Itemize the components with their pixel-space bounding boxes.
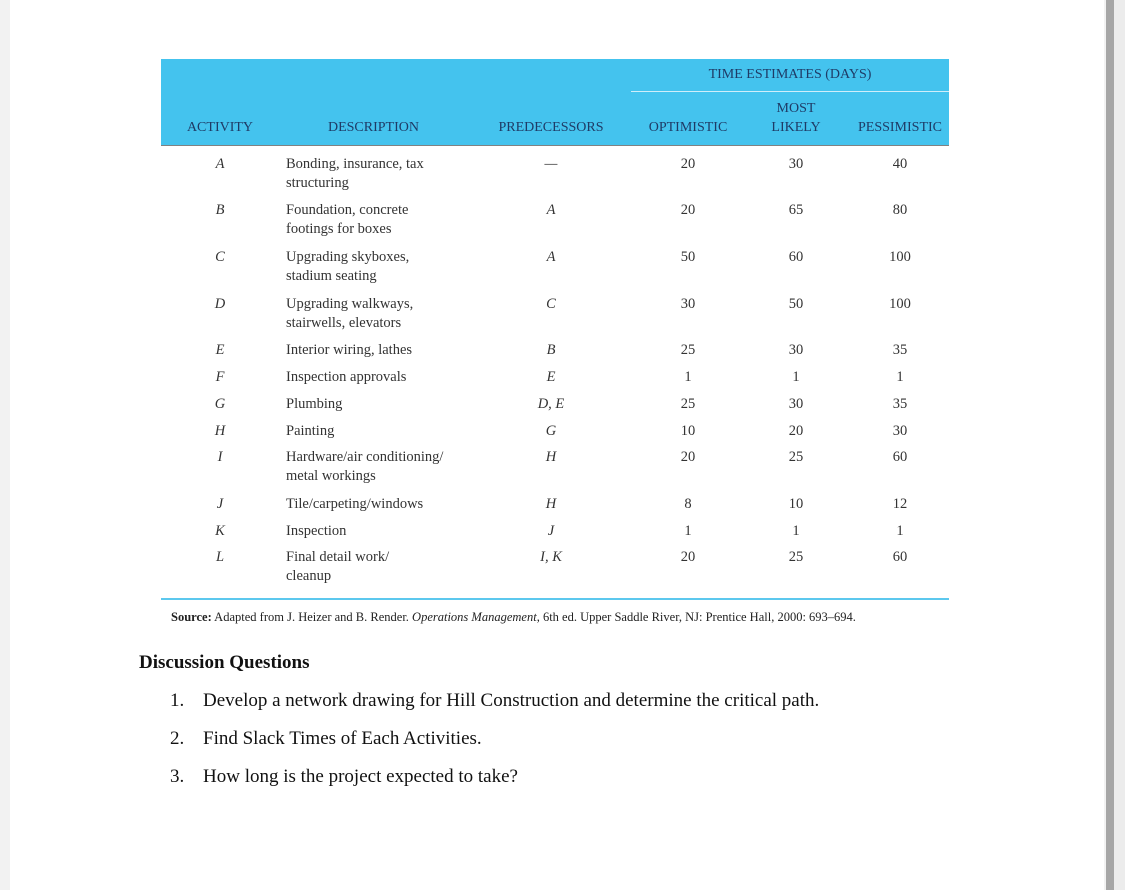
col-pessimistic: PESSIMISTIC	[857, 120, 943, 135]
cell-most-likely: 1	[792, 523, 800, 539]
cell-pessimistic: 35	[892, 342, 908, 358]
table-row	[161, 422, 949, 448]
cell-description	[286, 155, 486, 193]
cell-description	[286, 201, 486, 239]
cell-description	[286, 422, 486, 441]
cell-pessimistic: 100	[889, 249, 911, 265]
discussion-title: Discussion Questions	[139, 652, 310, 673]
cell-optimistic: 1	[684, 523, 692, 539]
cell-predecessors: D, E	[537, 396, 565, 412]
cell-predecessors: A	[546, 202, 556, 218]
cell-pessimistic: 100	[889, 296, 911, 312]
cell-most-likely: 1	[792, 369, 800, 385]
cell-predecessors: B	[546, 342, 556, 358]
cell-most-likely: 65	[788, 202, 804, 218]
description-line-1: Final detail work/	[286, 549, 390, 565]
source-note	[171, 610, 856, 625]
cell-description	[286, 341, 486, 360]
description-line-2: metal workings	[286, 468, 376, 484]
cell-pessimistic: 60	[892, 549, 908, 565]
source-text-1: Adapted from J. Heizer and B. Render.	[211, 610, 413, 624]
cell-most-likely: 20	[788, 423, 804, 439]
cell-activity: B	[215, 202, 225, 218]
cell-pessimistic: 40	[892, 156, 908, 172]
description-line-1: Interior wiring, lathes	[286, 342, 413, 358]
table-row	[161, 341, 949, 368]
cell-most-likely: 60	[788, 249, 804, 265]
table-row	[161, 248, 949, 295]
question-1	[170, 690, 819, 712]
table-header	[161, 59, 949, 145]
cell-activity: H	[214, 423, 226, 439]
question-2	[170, 728, 482, 750]
table-row	[161, 295, 949, 341]
cell-optimistic: 50	[680, 249, 696, 265]
time-estimates-table	[161, 59, 949, 598]
table-bottom-rule	[161, 598, 949, 600]
cell-optimistic: 30	[680, 296, 696, 312]
question-number: 2.	[170, 728, 185, 749]
cell-description	[286, 522, 486, 541]
cell-optimistic: 20	[680, 156, 696, 172]
cell-optimistic: 1	[684, 369, 692, 385]
description-line-2: cleanup	[286, 568, 332, 584]
cell-most-likely: 25	[788, 549, 804, 565]
description-line-1: Inspection	[286, 523, 347, 539]
cell-pessimistic: 35	[892, 396, 908, 412]
cell-activity: F	[215, 369, 225, 385]
question-number: 1.	[170, 690, 185, 711]
cell-optimistic: 25	[680, 342, 696, 358]
cell-description	[286, 495, 486, 514]
col-most-likely-bottom: LIKELY	[771, 120, 821, 135]
cell-description	[286, 295, 486, 333]
cell-most-likely: 30	[788, 342, 804, 358]
cell-most-likely: 50	[788, 296, 804, 312]
description-line-1: Plumbing	[286, 396, 343, 412]
col-optimistic: OPTIMISTIC	[648, 120, 728, 135]
cell-pessimistic: 1	[896, 369, 904, 385]
table-row	[161, 395, 949, 422]
cell-predecessors: J	[547, 523, 555, 539]
table-row	[161, 548, 949, 598]
cell-most-likely: 10	[788, 496, 804, 512]
question-number: 3.	[170, 766, 185, 787]
cell-optimistic: 8	[684, 496, 692, 512]
cell-predecessors: H	[545, 496, 557, 512]
cell-description	[286, 395, 486, 414]
cell-optimistic: 20	[680, 202, 696, 218]
cell-predecessors: E	[546, 369, 556, 385]
description-line-1: Tile/carpeting/windows	[286, 496, 424, 512]
description-line-2: structuring	[286, 175, 349, 191]
cell-most-likely: 30	[788, 396, 804, 412]
window-edge	[1114, 0, 1125, 890]
cell-activity: A	[215, 156, 225, 172]
col-activity: ACTIVITY	[186, 120, 254, 135]
cell-activity: I	[217, 449, 223, 465]
cell-pessimistic: 1	[896, 523, 904, 539]
description-line-2: stairwells, elevators	[286, 315, 402, 331]
cell-description	[286, 448, 486, 486]
question-text: Develop a network drawing for Hill Construction and determine the critical path.	[203, 690, 820, 711]
description-line-1: Upgrading walkways,	[286, 296, 414, 312]
description-line-1: Foundation, concrete	[286, 202, 409, 218]
description-line-1: Upgrading skyboxes,	[286, 249, 410, 265]
question-text: Find Slack Times of Each Activities.	[203, 728, 482, 749]
cell-predecessors: A	[546, 249, 556, 265]
table-row	[161, 522, 949, 548]
col-predecessors: PREDECESSORS	[498, 120, 604, 135]
description-line-1: Painting	[286, 423, 335, 439]
cell-description	[286, 248, 486, 286]
table-row	[161, 495, 949, 522]
table-row	[161, 448, 949, 495]
question-text: How long is the project expected to take?	[203, 766, 518, 787]
cell-activity: C	[215, 249, 225, 265]
cell-pessimistic: 60	[892, 449, 908, 465]
cell-pessimistic: 12	[892, 496, 908, 512]
description-line-1: Hardware/air conditioning/	[286, 449, 444, 465]
cell-activity: D	[214, 296, 226, 312]
table-body	[161, 146, 949, 598]
cell-activity: L	[215, 549, 225, 565]
time-estimates-group-header: TIME ESTIMATES (DAYS)	[708, 67, 872, 82]
cell-most-likely: 25	[788, 449, 804, 465]
description-line-2: stadium seating	[286, 268, 377, 284]
question-3	[170, 766, 518, 788]
cell-activity: E	[215, 342, 225, 358]
table-row	[161, 368, 949, 395]
description-line-2: footings for boxes	[286, 221, 392, 237]
cell-optimistic: 20	[680, 549, 696, 565]
cell-description	[286, 368, 486, 387]
cell-predecessors: —	[544, 156, 558, 172]
cell-activity: J	[216, 496, 224, 512]
cell-optimistic: 20	[680, 449, 696, 465]
description-line-1: Inspection approvals	[286, 369, 407, 385]
cell-activity: K	[215, 523, 225, 539]
cell-optimistic: 10	[680, 423, 696, 439]
cell-predecessors: G	[545, 423, 557, 439]
col-description: DESCRIPTION	[327, 120, 419, 135]
cell-pessimistic: 80	[892, 202, 908, 218]
table-row	[161, 201, 949, 248]
cell-predecessors: C	[546, 296, 556, 312]
cell-predecessors: I, K	[540, 549, 562, 565]
col-most-likely-top: MOST	[776, 101, 816, 116]
cell-activity: G	[214, 396, 226, 412]
source-text-2: , 6th ed. Upper Saddle River, NJ: Prentice Hall, 2000: 693–694.	[536, 610, 856, 624]
source-book-title: Operations Management	[412, 610, 537, 624]
description-line-1: Bonding, insurance, tax	[286, 156, 424, 172]
cell-optimistic: 25	[680, 396, 696, 412]
table-row	[161, 155, 949, 201]
cell-predecessors: H	[545, 449, 557, 465]
cell-description	[286, 548, 486, 586]
group-header-rule	[631, 91, 949, 92]
scrollbar-track[interactable]	[1106, 0, 1114, 890]
source-label: Source:	[171, 610, 212, 624]
cell-most-likely: 30	[788, 156, 804, 172]
cell-pessimistic: 30	[892, 423, 908, 439]
